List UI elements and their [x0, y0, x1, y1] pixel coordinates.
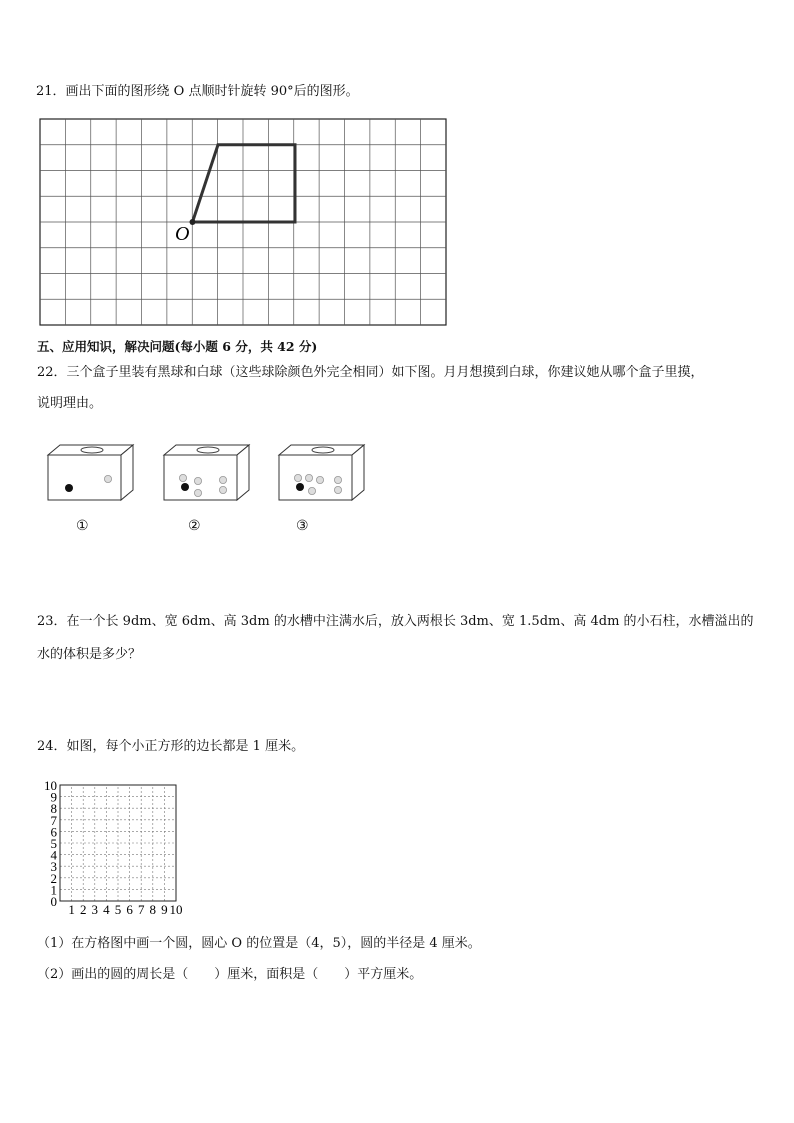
white-ball: [194, 489, 201, 496]
white-ball: [294, 474, 301, 481]
q21-point-o-label: O: [175, 223, 190, 245]
box-1: [48, 445, 133, 500]
y-tick-label: 2: [50, 870, 57, 886]
q23-line2: 水的体积是多少？: [37, 647, 142, 662]
box-3-label: ③: [296, 519, 309, 534]
y-tick-label: 5: [50, 836, 57, 851]
white-ball: [305, 474, 312, 481]
white-ball: [334, 476, 341, 483]
q24-x-axis-labels: [68, 902, 182, 917]
y-tick-label: 0: [50, 894, 57, 909]
x-tick-label: 10: [169, 902, 183, 917]
black-ball: [65, 484, 73, 492]
y-tick-label: 6: [50, 824, 57, 840]
box-3-hole: [312, 447, 334, 453]
section5-title: 五、应用知识，解决问题(每小题 6 分，共 42 分): [37, 339, 318, 354]
white-ball: [219, 486, 226, 493]
x-tick-label: 9: [161, 902, 168, 917]
box-1-hole: [81, 447, 103, 453]
q23-line1: 23．在一个长 9dm、宽 6dm、高 3dm 的水槽中注满水后，放入两根长 3dm、宽 1.5dm、高 4dm 的小石柱，水槽溢出的: [37, 614, 754, 629]
x-tick-label: 7: [137, 902, 145, 917]
white-ball: [308, 487, 315, 494]
x-tick-label: 2: [79, 902, 87, 917]
q21-text: 21．画出下面的图形绕 O 点顺时针旋转 90°后的图形。: [36, 84, 359, 99]
black-ball: [296, 483, 304, 491]
q24-coordinate-grid: [30, 772, 200, 918]
q24-sub1: （1）在方格图中画一个圆，圆心 O 的位置是（4，5），圆的半径是 4 厘米。: [37, 936, 481, 951]
q22-boxes-figure: [45, 440, 375, 510]
y-tick-label: 8: [50, 801, 57, 817]
x-tick-label: 5: [114, 902, 122, 917]
x-tick-label: 1: [68, 902, 75, 917]
y-tick-label: 9: [50, 789, 57, 805]
white-ball: [179, 474, 186, 481]
x-tick-label: 3: [91, 902, 99, 917]
q24-sub2: （2）画出的圆的周长是（ ）厘米，面积是（ ）平方厘米。: [37, 967, 423, 982]
x-tick-label: 4: [103, 902, 110, 917]
q24-grid-lines: [60, 785, 176, 901]
white-ball: [104, 475, 111, 482]
y-tick-label: 10: [44, 778, 57, 793]
q21-parallelogram: [193, 145, 296, 222]
q22-line1: 22．三个盒子里装有黑球和白球（这些球除颜色外完全相同）如下图。月月想摸到白球，你建议她从哪个盒子里摸，: [37, 365, 704, 380]
q24-text: 24．如图，每个小正方形的边长都是 1 厘米。: [37, 739, 305, 754]
q24-y-axis-labels: [44, 778, 58, 909]
box-2-hole: [197, 447, 219, 453]
box-2: [164, 445, 249, 500]
box-2-label: ②: [188, 519, 201, 534]
y-tick-label: 3: [50, 859, 57, 875]
box-3: [279, 445, 364, 500]
x-tick-label: 6: [126, 902, 133, 917]
x-tick-label: 8: [149, 902, 157, 917]
y-tick-label: 4: [50, 847, 57, 863]
white-ball: [334, 486, 341, 493]
q21-grid-figure: [38, 117, 450, 329]
y-tick-label: 7: [50, 812, 57, 828]
black-ball: [181, 483, 189, 491]
white-ball: [219, 476, 226, 483]
box-1-label: ①: [76, 519, 89, 534]
white-ball: [316, 476, 323, 483]
y-tick-label: 1: [50, 882, 57, 898]
white-ball: [194, 477, 201, 484]
q22-line2: 说明理由。: [37, 396, 103, 411]
q21-point-o: [190, 219, 196, 225]
